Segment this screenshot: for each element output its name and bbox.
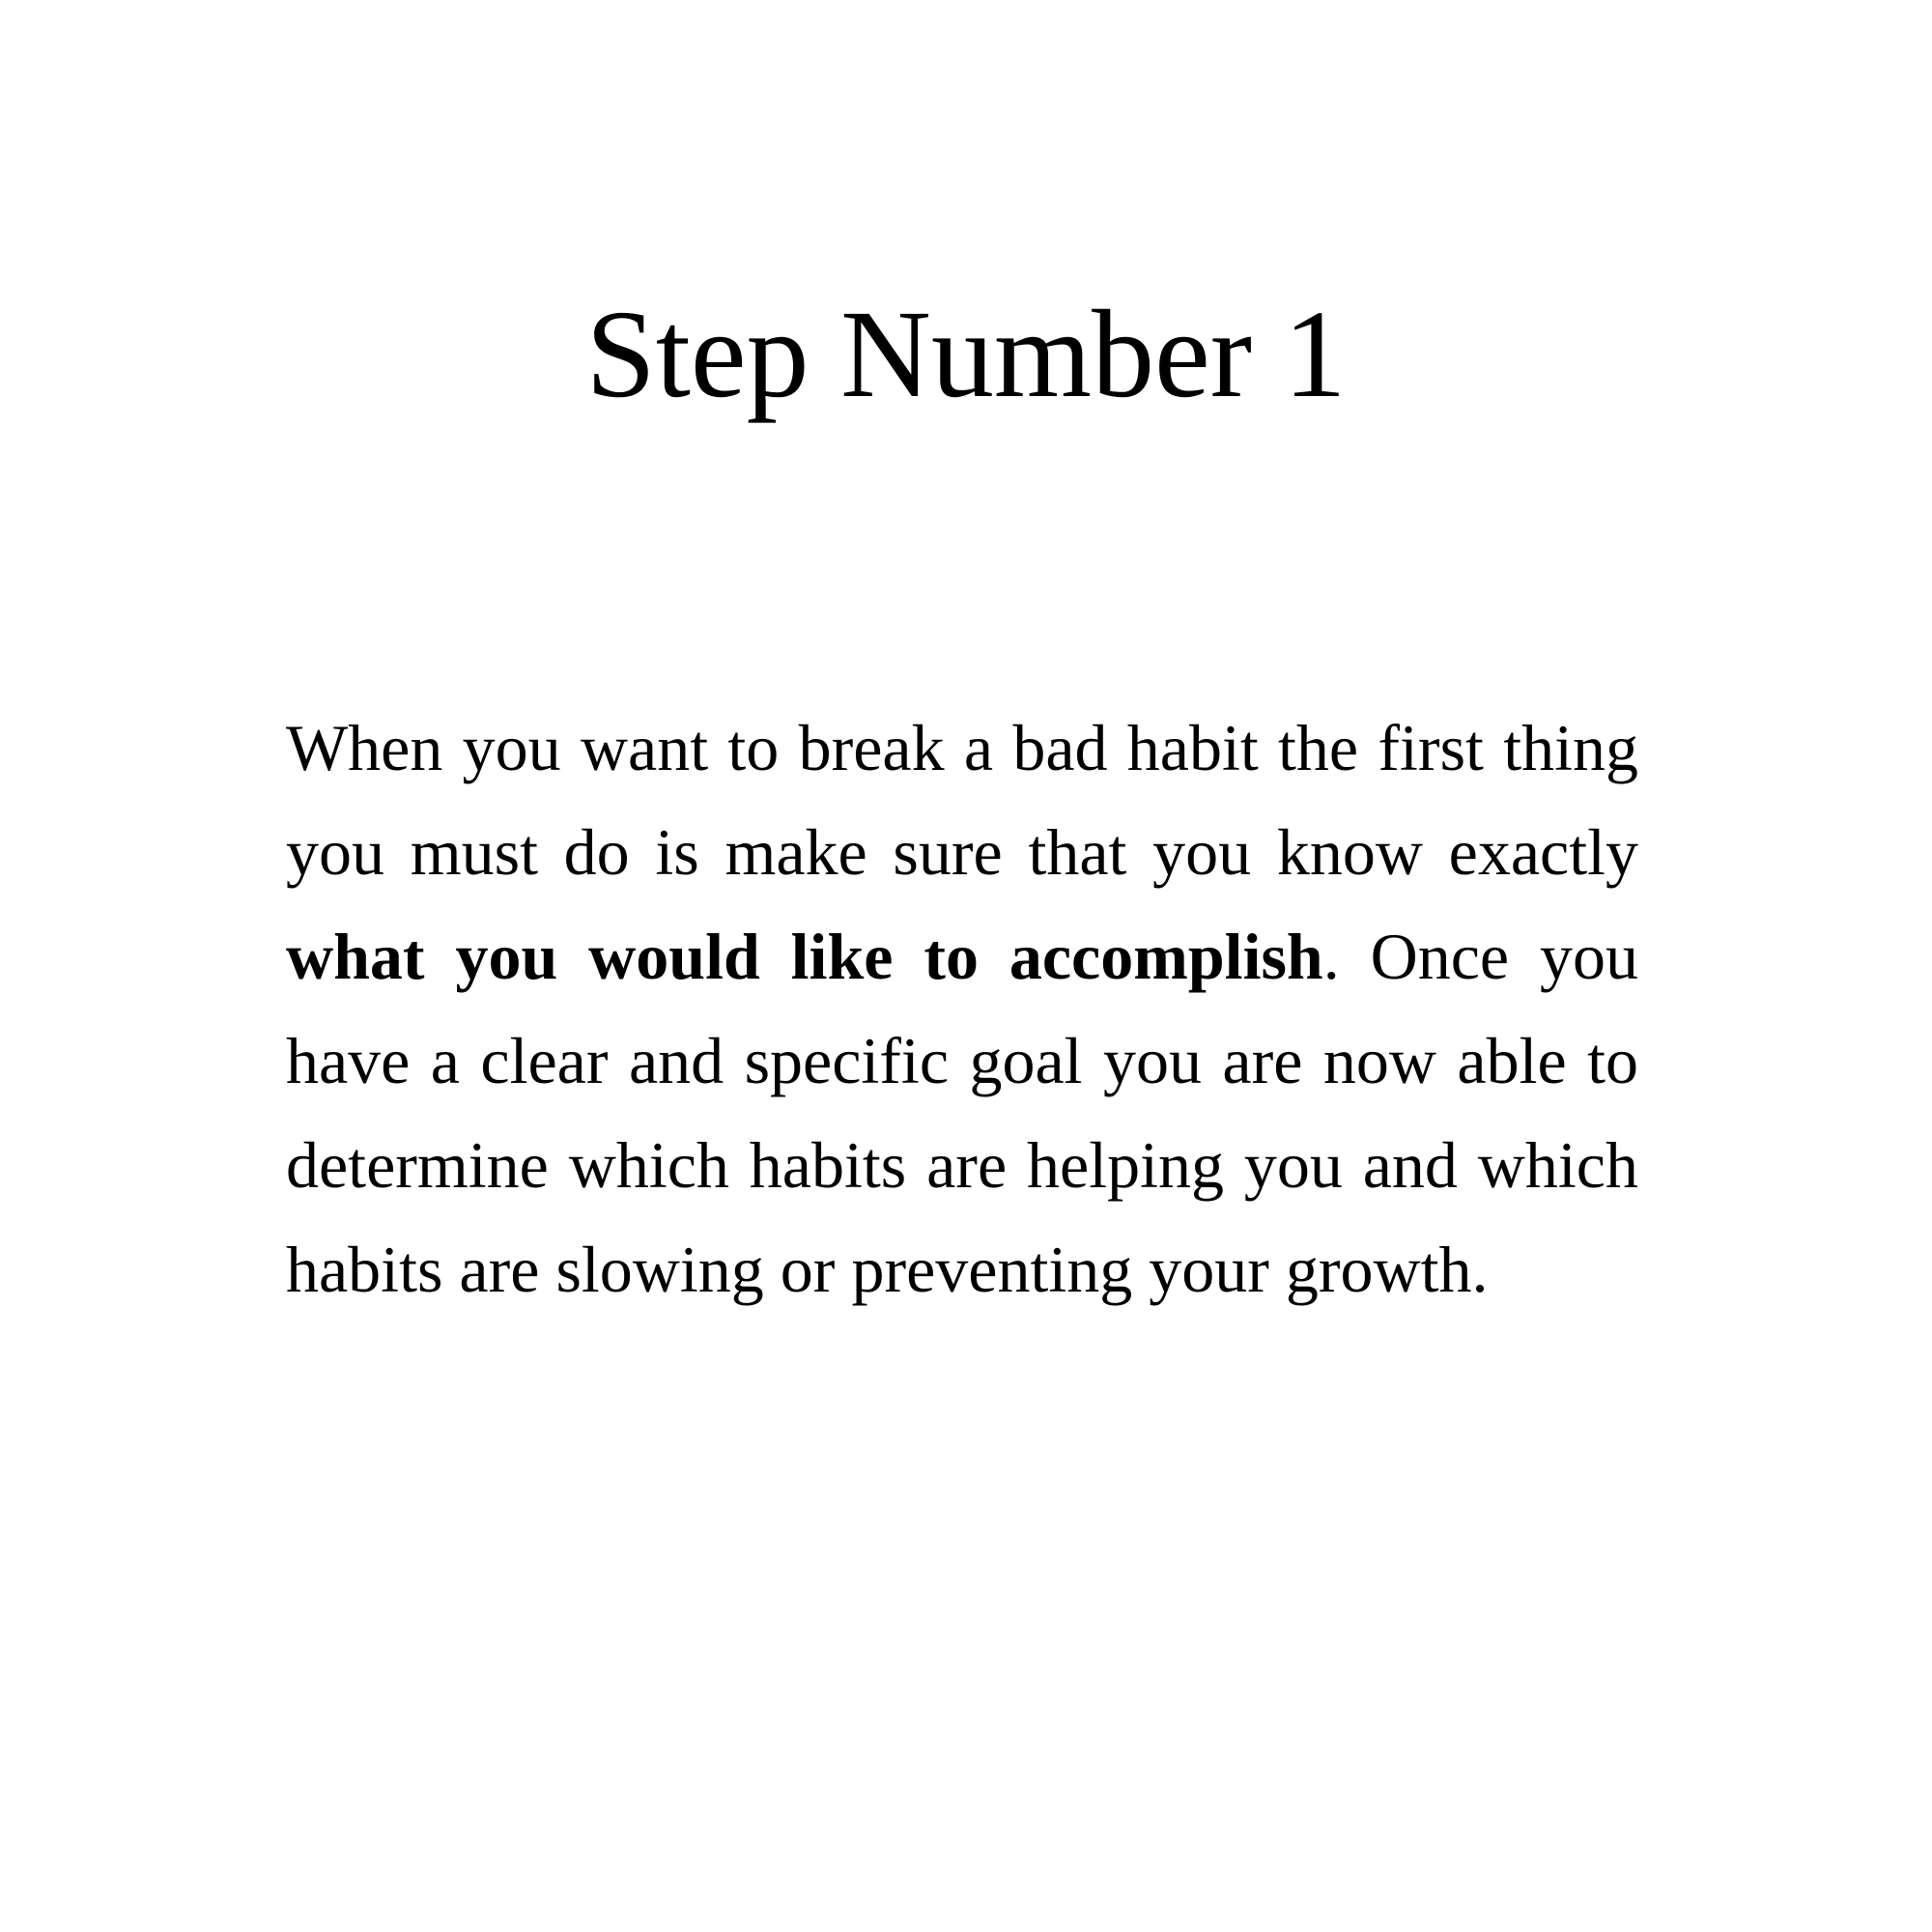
paragraph-emphasis: what you would like to accomplish: [286, 920, 1323, 993]
paragraph-text-start: When you want to break a bad habit the first thing you must do is make sure that you know exactly: [286, 711, 1638, 889]
paragraph-text-end: . Once you have a clear and specific goal you are now able to determine which habits are helping you and which habits are slowing or preventing your growth.: [286, 920, 1638, 1306]
body-paragraph: [286, 696, 1638, 1321]
page-title: Step Number 1: [585, 285, 1347, 424]
